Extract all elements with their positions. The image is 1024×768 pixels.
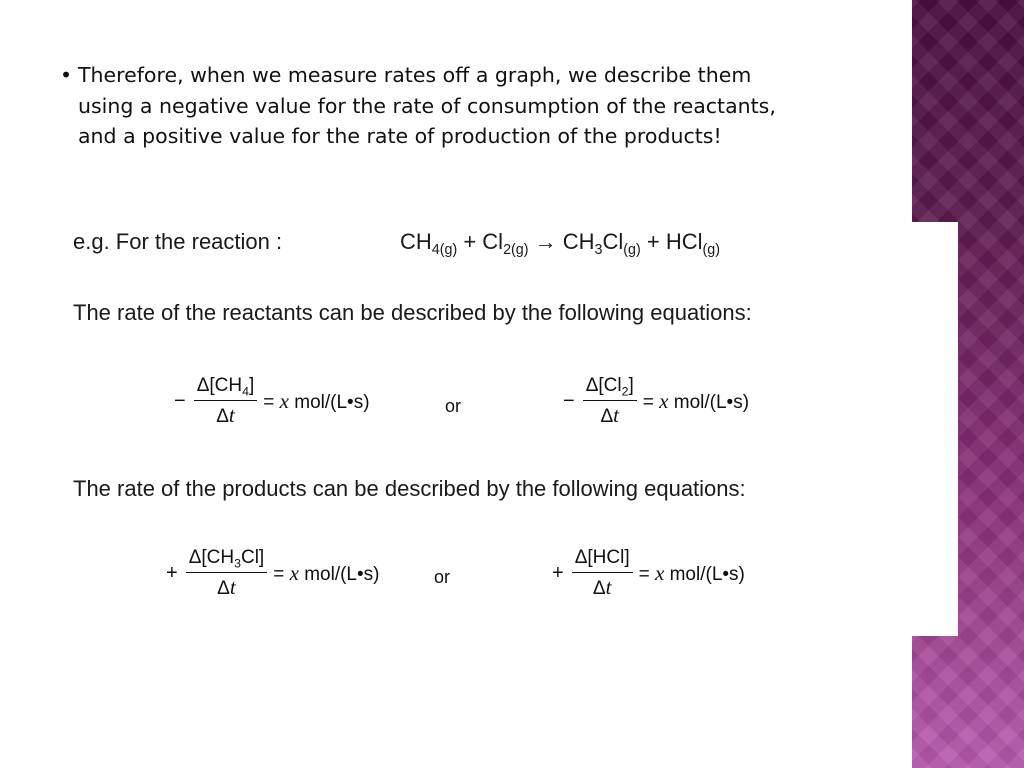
bullet-paragraph [60,60,800,152]
arrow-icon: → [528,229,563,254]
example-label: e.g. For the reaction : [73,229,283,254]
or-label: or [445,396,462,416]
reactant-rate-equation-cl2: − $\frac{\Delta[Cl_2]}{\Delta t}$ = x mol/(L•s) [563,375,750,427]
bullet-text: Therefore, when we measure rates off a graph, we describe them using a negative value for the rate of consumption of the reactants, and a positive value for the rate of production of the products! [78,63,776,148]
reactant-rate-equation-ch4: − $\frac{\Delta[CH_4]}{\Delta t}$ = x mol/(L•s) [174,375,370,427]
reaction-equation: $CH_{4(g)} + Cl_{2(g)} \to CH_3Cl_{(g)} + HCl_{(g)}$ [400,229,720,258]
product-rate-equation-hcl: + $\frac{\text{Δ[HCl]}}{\Delta t}$ = x mol/(L•s) [552,547,745,599]
product-rate-equation-ch3cl: + $\frac{\Delta[CH_3Cl]}{\Delta t}$ = x mol/(L•s) [166,547,380,599]
products-heading: The rate of the products can be described by the following equations: [73,476,746,501]
reactants-heading: The rate of the reactants can be described by the following equations: [73,300,752,325]
bullet-marker: • [60,63,73,87]
or-label: or [434,567,451,587]
